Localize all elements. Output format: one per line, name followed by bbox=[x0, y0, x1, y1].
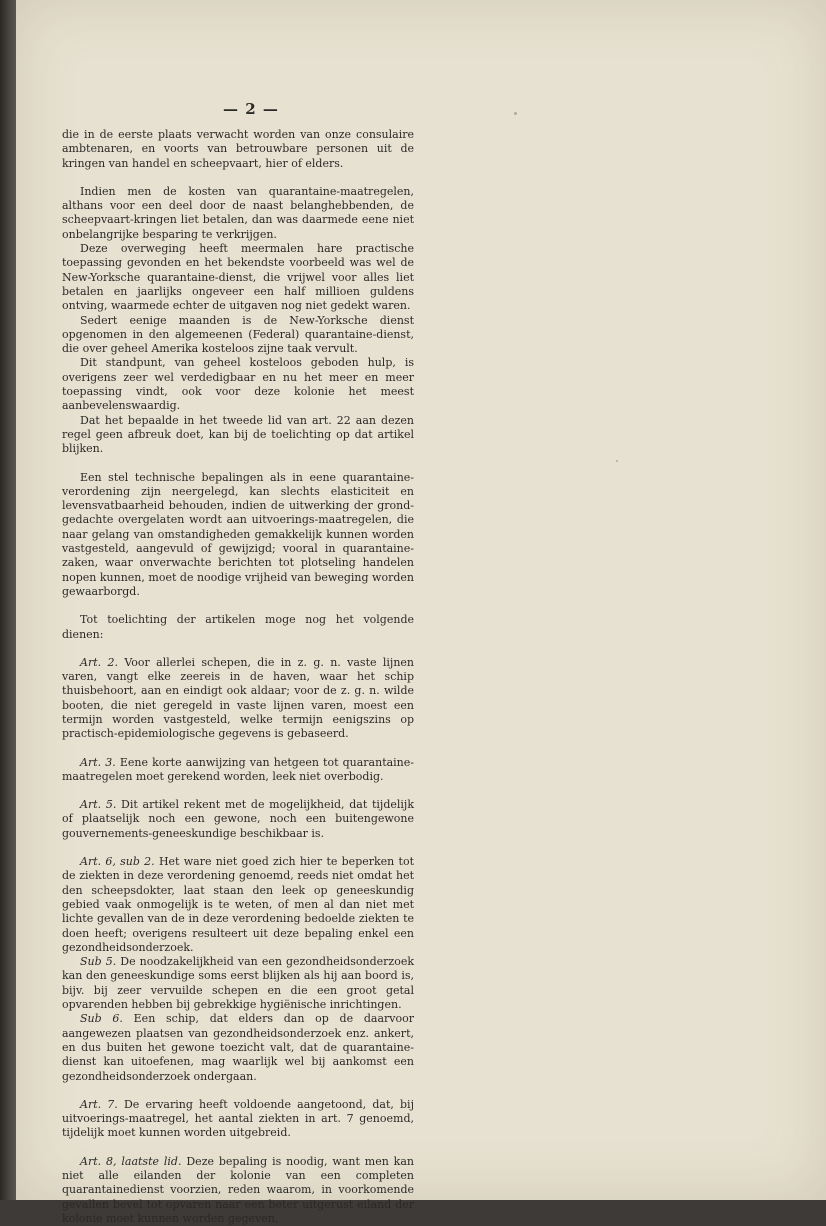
article-paragraph: Sub 5. De noodzakelijkheid van een gezondheidsonderzoek kan den geneeskundige soms eerst blijken als hij aan boord is, bijv. bij zeer vervuilde schepen en die een groot getal opvarenden hebben bij gebrekkige hygiënische inrichtingen. bbox=[62, 955, 414, 1012]
article-label: Art. 2. bbox=[80, 655, 118, 669]
paper-speck bbox=[514, 112, 517, 115]
paragraph: Indien men de kosten van quarantaine-maatregelen, althans voor een deel door de naast belanghebbenden, de scheepvaart-kringen liet betalen, dan was daarmede eene niet onbelangrijke besparing te verkrijgen. bbox=[62, 184, 414, 241]
page-number: — 2 — bbox=[223, 100, 279, 118]
paragraph: Sedert eenige maanden is de New-Yorksche dienst opgenomen in den algemeenen (Federal) quarantaine-dienst, die over geheel Amerika kosteloos zijne taak vervult. bbox=[62, 313, 414, 356]
book-binding-edge bbox=[0, 0, 16, 1200]
paragraph: Een stel technische bepalingen als in eene quarantaine-verordening zijn neergelegd, kan slechts elasticiteit en levensvatbaarheid behouden, indien de uitwerking der grond-gedachte overgelaten wordt aan uitvoerings-maatregelen, die naar gelang van omstandigheden gemakkelijk kunnen worden vastgesteld, aangevuld of gewijzigd; vooral in quarantaine-zaken, waar onverwachte berichten tot plotseling handelen nopen kunnen, moet de noodige vrijheid van beweging worden gewaarborgd. bbox=[62, 470, 414, 598]
paragraph: Tot toelichting der artikelen moge nog het volgende dienen: bbox=[62, 613, 414, 641]
article-paragraph: Art. 3. Eene korte aanwijzing van hetgeen tot quarantaine-maatregelen moet gerekend worden, leek niet overbodig. bbox=[62, 755, 414, 783]
document-page bbox=[16, 0, 826, 1225]
article-label: Art. 5. bbox=[80, 798, 117, 812]
paragraph: die in de eerste plaats verwacht worden van onze consulaire ambtenaren, en voorts van betrouwbare personen uit de kringen van handel en scheepvaart, hier of elders. bbox=[62, 128, 414, 170]
article-label: Art. 7. bbox=[80, 1097, 118, 1111]
article-label: Art. 3. bbox=[80, 755, 116, 769]
paragraph: Deze overweging heeft meermalen hare practische toepassing gevonden en het bekendste voorbeeld was wel de New-Yorksche quarantaine-dienst, die vrijwel voor alles liet betalen en jaarlijks ongeveer een half millioen guldens ontving, waarmede echter de uitgaven nog niet gedekt waren. bbox=[62, 242, 414, 313]
body-text bbox=[62, 128, 414, 1226]
paragraph: Dit standpunt, van geheel kosteloos geboden hulp, is overigens zeer wel verdedigbaar en nu het meer en meer toepassing vindt, ook voor deze kolonie het meest aanbevelenswaardig. bbox=[62, 356, 414, 413]
paper-speck bbox=[616, 460, 618, 462]
article-label: Art. 8, laatste lid. bbox=[80, 1154, 182, 1168]
article-paragraph: Art. 5. Dit artikel rekent met de mogelijkheid, dat tijdelijk of plaatselijk noch een gewone, noch een buitengewone gouvernements-geneeskundige beschikbaar is. bbox=[62, 798, 414, 840]
article-label: Art. 6, sub 2. bbox=[80, 855, 155, 869]
article-paragraph: Art. 8, laatste lid. Deze bepaling is noodig, want men kan niet alle eilanden der kolonie van een completen quarantainedienst voorzien, reden waarom, in voorkomende gevallen bevel tot opvaren naar een beter uitgerust eiland der kolonie moet kunnen worden gegeven. bbox=[62, 1154, 414, 1225]
article-label: Sub 5. bbox=[80, 955, 117, 969]
article-paragraph: Art. 2. Voor allerlei schepen, die in z. g. n. vaste lijnen varen, vangt elke zeereis in de haven, waar het schip thuisbehoort, aan en eindigt ook aldaar; voor de z. g. n. wilde booten, die niet geregeld in vaste lijnen varen, moest een termijn worden vastgesteld, welke termijn eenigszins op practisch-epidemiologische gegevens is gebaseerd. bbox=[62, 655, 414, 741]
article-label: Sub 6. bbox=[80, 1012, 123, 1026]
paragraph: Dat het bepaalde in het tweede lid van art. 22 aan dezen regel geen afbreuk doet, kan bij de toelichting op dat artikel blijken. bbox=[62, 413, 414, 456]
article-paragraph: Art. 6, sub 2. Het ware niet goed zich hier te beperken tot de ziekten in deze verordening genoemd, reeds niet omdat het den scheepsdokter, laat staan den leek op geneeskundig gebied vaak onmogelijk is te weten, of men al dan niet met lichte gevallen van de in deze verordening bedoelde ziekten te doen heeft; overigens resulteert uit deze bepaling enkel een gezondheidsonderzoek. bbox=[62, 855, 414, 954]
article-paragraph: Art. 7. De ervaring heeft voldoende aangetoond, dat, bij uitvoerings-maatregel, het aantal ziekten in art. 7 genoemd, tijdelijk moet kunnen worden uitgebreid. bbox=[62, 1097, 414, 1140]
article-paragraph: Sub 6. Een schip, dat elders dan op de daarvoor aangewezen plaatsen van gezondheidsonderzoek enz. ankert, en dus buiten het gewone toezicht valt, dat de quarantaine-dienst kan uitoefenen, mag waarlijk wel bij aankomst een gezondheidsonderzoek ondergaan. bbox=[62, 1012, 414, 1083]
